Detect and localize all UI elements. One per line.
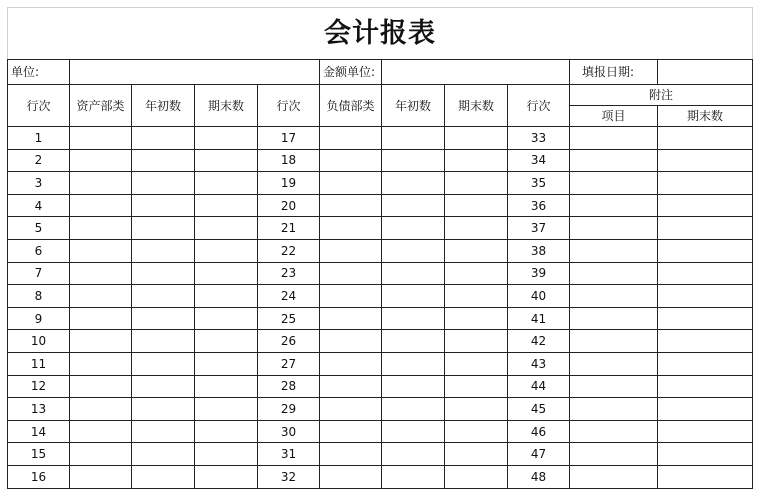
liability-cell[interactable]	[320, 420, 382, 443]
year-start-cell[interactable]	[132, 330, 195, 353]
asset-cell[interactable]	[70, 375, 132, 398]
row-no-cell: 36	[508, 194, 570, 217]
report-table	[7, 7, 753, 489]
note-period-end-cell[interactable]	[658, 398, 753, 421]
year-start-cell[interactable]	[382, 330, 445, 353]
year-start-cell[interactable]	[382, 239, 445, 262]
year-start-cell[interactable]	[382, 352, 445, 375]
note-period-end-cell[interactable]	[658, 149, 753, 172]
row-no-cell: 35	[508, 172, 570, 195]
note-period-end-cell[interactable]	[658, 443, 753, 466]
year-start-cell[interactable]	[132, 127, 195, 150]
amount-unit-field[interactable]	[382, 60, 570, 85]
table-row	[8, 172, 753, 195]
period-end-cell[interactable]	[195, 262, 258, 285]
row-no-cell: 37	[508, 217, 570, 240]
period-end-cell[interactable]	[445, 262, 508, 285]
period-end-cell[interactable]	[195, 149, 258, 172]
row-no-cell: 24	[258, 285, 320, 308]
row-no-cell: 42	[508, 330, 570, 353]
table-row	[8, 262, 753, 285]
liability-cell[interactable]	[320, 262, 382, 285]
note-item-cell[interactable]	[570, 149, 658, 172]
note-period-end-cell[interactable]	[658, 285, 753, 308]
liability-cell[interactable]	[320, 375, 382, 398]
year-start-cell[interactable]	[132, 172, 195, 195]
year-start-cell[interactable]	[132, 420, 195, 443]
row-no-cell: 41	[508, 307, 570, 330]
row-no-cell: 22	[258, 239, 320, 262]
table-row	[8, 239, 753, 262]
note-item-cell[interactable]	[570, 420, 658, 443]
note-item-cell[interactable]	[570, 330, 658, 353]
header-row-no-1: 行次	[8, 85, 70, 127]
row-no-cell: 7	[8, 262, 70, 285]
note-item-cell[interactable]	[570, 194, 658, 217]
table-row	[8, 285, 753, 308]
header-period-end-1: 期末数	[195, 85, 258, 127]
year-start-cell[interactable]	[382, 149, 445, 172]
period-end-cell[interactable]	[195, 352, 258, 375]
note-item-cell[interactable]	[570, 285, 658, 308]
period-end-cell[interactable]	[445, 330, 508, 353]
note-item-cell[interactable]	[570, 307, 658, 330]
period-end-cell[interactable]	[445, 307, 508, 330]
period-end-cell[interactable]	[445, 352, 508, 375]
row-no-cell: 13	[8, 398, 70, 421]
note-period-end-cell[interactable]	[658, 217, 753, 240]
note-item-cell[interactable]	[570, 217, 658, 240]
header-item: 项目	[570, 106, 658, 127]
liability-cell[interactable]	[320, 172, 382, 195]
period-end-cell[interactable]	[195, 217, 258, 240]
row-no-cell: 39	[508, 262, 570, 285]
row-no-cell: 8	[8, 285, 70, 308]
header-notes: 附注	[570, 85, 753, 106]
row-no-cell: 45	[508, 398, 570, 421]
header-year-start-1: 年初数	[132, 85, 195, 127]
year-start-cell[interactable]	[382, 375, 445, 398]
amount-unit-label: 金额单位:	[320, 60, 382, 85]
note-item-cell[interactable]	[570, 443, 658, 466]
asset-cell[interactable]	[70, 420, 132, 443]
table-row	[8, 420, 753, 443]
period-end-cell[interactable]	[195, 194, 258, 217]
liability-cell[interactable]	[320, 443, 382, 466]
row-no-cell: 19	[258, 172, 320, 195]
header-row-no-3: 行次	[508, 85, 570, 127]
year-start-cell[interactable]	[382, 398, 445, 421]
table-row	[8, 149, 753, 172]
period-end-cell[interactable]	[445, 443, 508, 466]
year-start-cell[interactable]	[132, 398, 195, 421]
note-period-end-cell[interactable]	[658, 375, 753, 398]
row-no-cell: 43	[508, 352, 570, 375]
row-no-cell: 11	[8, 352, 70, 375]
year-start-cell[interactable]	[382, 420, 445, 443]
table-row	[8, 307, 753, 330]
header-liabilities: 负债部类	[320, 85, 382, 127]
period-end-cell[interactable]	[195, 330, 258, 353]
note-period-end-cell[interactable]	[658, 420, 753, 443]
period-end-cell[interactable]	[195, 127, 258, 150]
liability-cell[interactable]	[320, 127, 382, 150]
period-end-cell[interactable]	[445, 398, 508, 421]
year-start-cell[interactable]	[132, 149, 195, 172]
note-period-end-cell[interactable]	[658, 127, 753, 150]
row-no-cell: 9	[8, 307, 70, 330]
year-start-cell[interactable]	[382, 262, 445, 285]
period-end-cell[interactable]	[445, 375, 508, 398]
period-end-cell[interactable]	[445, 420, 508, 443]
liability-cell[interactable]	[320, 330, 382, 353]
row-no-cell: 1	[8, 127, 70, 150]
asset-cell[interactable]	[70, 262, 132, 285]
header-row-no-2: 行次	[258, 85, 320, 127]
table-row	[8, 352, 753, 375]
year-start-cell[interactable]	[132, 262, 195, 285]
liability-cell[interactable]	[320, 398, 382, 421]
year-start-cell[interactable]	[382, 172, 445, 195]
asset-cell[interactable]	[70, 239, 132, 262]
period-end-cell[interactable]	[445, 194, 508, 217]
asset-cell[interactable]	[70, 443, 132, 466]
period-end-cell[interactable]	[195, 420, 258, 443]
asset-cell[interactable]	[70, 149, 132, 172]
asset-cell[interactable]	[70, 127, 132, 150]
year-start-cell[interactable]	[382, 443, 445, 466]
row-no-cell: 28	[258, 375, 320, 398]
note-item-cell[interactable]	[570, 262, 658, 285]
row-no-cell: 6	[8, 239, 70, 262]
row-no-cell: 5	[8, 217, 70, 240]
row-no-cell: 38	[508, 239, 570, 262]
date-label: 填报日期:	[570, 60, 658, 85]
note-period-end-cell[interactable]	[658, 330, 753, 353]
note-period-end-cell[interactable]	[658, 239, 753, 262]
note-item-cell[interactable]	[570, 398, 658, 421]
row-no-cell: 14	[8, 420, 70, 443]
asset-cell[interactable]	[70, 194, 132, 217]
row-no-cell: 26	[258, 330, 320, 353]
period-end-cell[interactable]	[195, 465, 258, 488]
note-item-cell[interactable]	[570, 127, 658, 150]
period-end-cell[interactable]	[445, 239, 508, 262]
unit-label: 单位:	[8, 60, 70, 85]
row-no-cell: 47	[508, 443, 570, 466]
liability-cell[interactable]	[320, 217, 382, 240]
row-no-cell: 20	[258, 194, 320, 217]
period-end-cell[interactable]	[195, 239, 258, 262]
date-field[interactable]	[658, 60, 753, 85]
asset-cell[interactable]	[70, 398, 132, 421]
note-item-cell[interactable]	[570, 375, 658, 398]
period-end-cell[interactable]	[445, 465, 508, 488]
year-start-cell[interactable]	[132, 194, 195, 217]
year-start-cell[interactable]	[132, 239, 195, 262]
unit-field[interactable]	[70, 60, 320, 85]
table-row	[8, 217, 753, 240]
row-no-cell: 16	[8, 465, 70, 488]
period-end-cell[interactable]	[195, 307, 258, 330]
note-period-end-cell[interactable]	[658, 172, 753, 195]
header-assets: 资产部类	[70, 85, 132, 127]
row-no-cell: 15	[8, 443, 70, 466]
year-start-cell[interactable]	[132, 217, 195, 240]
year-start-cell[interactable]	[132, 307, 195, 330]
note-period-end-cell[interactable]	[658, 262, 753, 285]
year-start-cell[interactable]	[382, 127, 445, 150]
year-start-cell[interactable]	[132, 352, 195, 375]
asset-cell[interactable]	[70, 465, 132, 488]
row-no-cell: 31	[258, 443, 320, 466]
row-no-cell: 33	[508, 127, 570, 150]
row-no-cell: 10	[8, 330, 70, 353]
asset-cell[interactable]	[70, 330, 132, 353]
year-start-cell[interactable]	[382, 285, 445, 308]
asset-cell[interactable]	[70, 352, 132, 375]
row-no-cell: 2	[8, 149, 70, 172]
period-end-cell[interactable]	[195, 375, 258, 398]
period-end-cell[interactable]	[195, 443, 258, 466]
note-item-cell[interactable]	[570, 172, 658, 195]
row-no-cell: 46	[508, 420, 570, 443]
period-end-cell[interactable]	[195, 172, 258, 195]
header-period-end-2: 期末数	[445, 85, 508, 127]
row-no-cell: 27	[258, 352, 320, 375]
year-start-cell[interactable]	[132, 285, 195, 308]
note-period-end-cell[interactable]	[658, 194, 753, 217]
period-end-cell[interactable]	[445, 127, 508, 150]
row-no-cell: 17	[258, 127, 320, 150]
liability-cell[interactable]	[320, 285, 382, 308]
table-row	[8, 194, 753, 217]
liability-cell[interactable]	[320, 352, 382, 375]
row-no-cell: 34	[508, 149, 570, 172]
period-end-cell[interactable]	[195, 398, 258, 421]
year-start-cell[interactable]	[382, 217, 445, 240]
accounting-report-sheet	[7, 7, 753, 489]
row-no-cell: 21	[258, 217, 320, 240]
note-period-end-cell[interactable]	[658, 352, 753, 375]
liability-cell[interactable]	[320, 149, 382, 172]
row-no-cell: 44	[508, 375, 570, 398]
row-no-cell: 48	[508, 465, 570, 488]
row-no-cell: 40	[508, 285, 570, 308]
table-row	[8, 443, 753, 466]
liability-cell[interactable]	[320, 239, 382, 262]
year-start-cell[interactable]	[132, 375, 195, 398]
table-row	[8, 127, 753, 150]
year-start-cell[interactable]	[132, 465, 195, 488]
table-row	[8, 330, 753, 353]
year-start-cell[interactable]	[382, 307, 445, 330]
year-start-cell[interactable]	[132, 443, 195, 466]
row-no-cell: 12	[8, 375, 70, 398]
note-item-cell[interactable]	[570, 352, 658, 375]
row-no-cell: 18	[258, 149, 320, 172]
table-row	[8, 375, 753, 398]
period-end-cell[interactable]	[445, 285, 508, 308]
row-no-cell: 4	[8, 194, 70, 217]
row-no-cell: 30	[258, 420, 320, 443]
period-end-cell[interactable]	[445, 149, 508, 172]
year-start-cell[interactable]	[382, 194, 445, 217]
row-no-cell: 29	[258, 398, 320, 421]
note-item-cell[interactable]	[570, 239, 658, 262]
asset-cell[interactable]	[70, 172, 132, 195]
period-end-cell[interactable]	[195, 285, 258, 308]
liability-cell[interactable]	[320, 194, 382, 217]
note-period-end-cell[interactable]	[658, 465, 753, 488]
row-no-cell: 23	[258, 262, 320, 285]
row-no-cell: 32	[258, 465, 320, 488]
page-title: 会计报表	[8, 8, 753, 60]
header-year-start-2: 年初数	[382, 85, 445, 127]
header-period-end-3: 期末数	[658, 106, 753, 127]
note-item-cell[interactable]	[570, 465, 658, 488]
asset-cell[interactable]	[70, 217, 132, 240]
table-row	[8, 465, 753, 488]
asset-cell[interactable]	[70, 307, 132, 330]
period-end-cell[interactable]	[445, 217, 508, 240]
period-end-cell[interactable]	[445, 172, 508, 195]
liability-cell[interactable]	[320, 465, 382, 488]
asset-cell[interactable]	[70, 285, 132, 308]
liability-cell[interactable]	[320, 307, 382, 330]
row-no-cell: 3	[8, 172, 70, 195]
row-no-cell: 25	[258, 307, 320, 330]
year-start-cell[interactable]	[382, 465, 445, 488]
note-period-end-cell[interactable]	[658, 307, 753, 330]
table-row	[8, 398, 753, 421]
